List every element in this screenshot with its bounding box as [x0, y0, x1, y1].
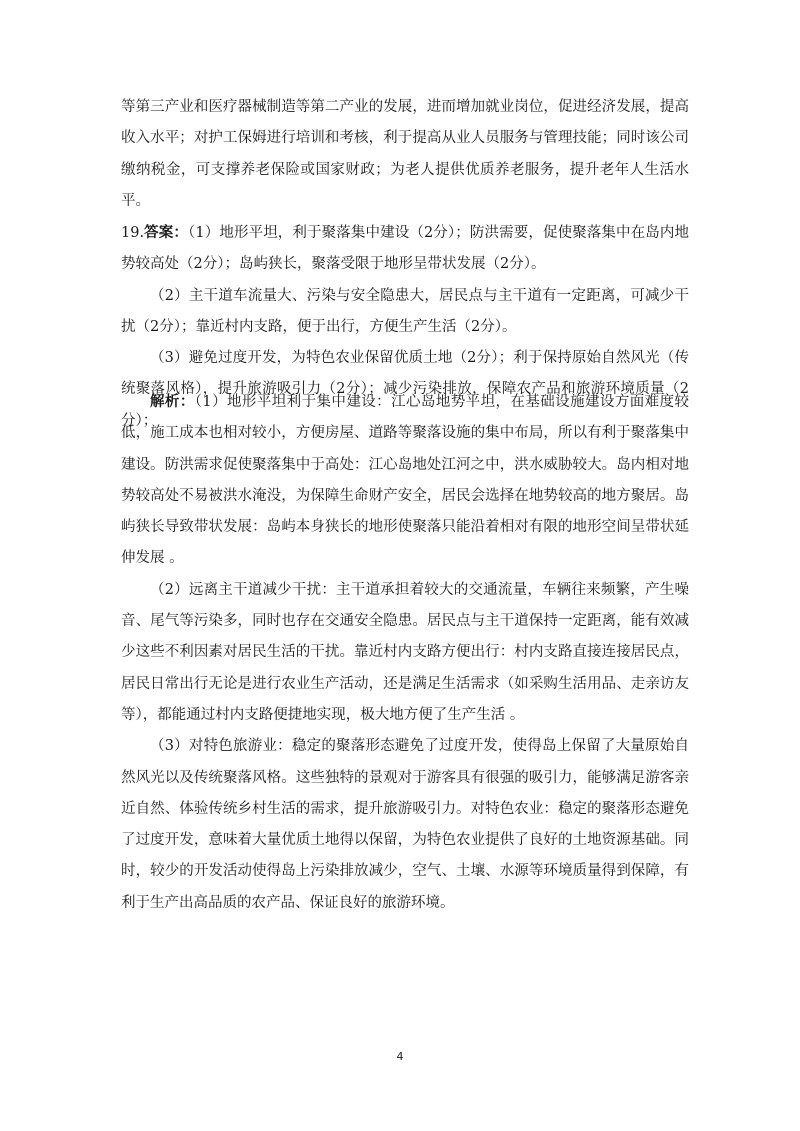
analysis-point-3: （3）对特色旅游业：稳定的聚落形态避免了过度开发，使得岛上保留了大量原始自然风光以及传统聚落风格。这些独特的景观对于游客具有很强的吸引力，能够满足游客亲近自然、体验传统乡村生活的需求，提升旅游吸引力。对特色农业：稳定的聚落形态避免了过度开发，意味着大量优质土地得以保留，为特色农业提供了良好的土地资源基础。同时，较少的开发活动使得岛上污染排放减少，空气、土壤、水源等环境质量得到保障，有利于生产出高品质的农产品、保证良好的旅游环境。 — [121, 738, 689, 911]
previous-answer-continuation — [121, 92, 689, 217]
answer-point-2: （2）主干道车流量大、污染与安全隐患大，居民点与主干道有一定距离，可减少干扰（2分）；靠近村内支路，便于出行，方便生产生活（2分）。 — [121, 287, 689, 335]
answer-point-1 — [121, 217, 689, 281]
page-number: 4 — [396, 1050, 404, 1063]
analysis-point-2: （2）远离主干道减少干扰：主干道承担着较大的交通流量，车辆往来频繁，产生噪音、尾气等污染多，同时也存在交通安全隐患。居民点与主干道保持一定距离，能有效减少这些不利因素对居民生活的干扰。靠近村内支路方便出行：村内支路直接连接居民点，居民日常出行无论是进行农业生产活动，还是满足生活需求（如采购生活用品、走亲访友等），都能通过村内支路便捷地实现，极大地方便了生产生活 。 — [121, 581, 689, 723]
analysis-label: 解析： — [150, 393, 195, 410]
analysis-point-1 — [121, 386, 689, 575]
question-number: 19. — [121, 225, 145, 241]
answer-point-3: （3）避免过度开发，为特色农业保留优质土地（2分）；利于保持原始自然风光（传统聚落风格），提升旅游吸引力（2分）；减少污染排放，保障农产品和旅游环境质量（2分）； — [121, 350, 689, 429]
previous-answer-text: 等第三产业和医疗器械制造等第二产业的发展，进而增加就业岗位，促进经济发展，提高收入水平；对护工保姆进行培训和考核，利于提高从业人员服务与管理技能；同时该公司缴纳税金，可支撑养老保险或国家财政；为老人提供优质养老服务，提升老年人生活水平。 — [121, 99, 689, 209]
answer-point-1-text: （1）地形平坦，利于聚落集中建设（2分）；防洪需要，促使聚落集中在岛内地势较高处（2分）；岛屿狭长，聚落受限于地形呈带状发展（2分）。 — [121, 225, 690, 273]
answer-label: 答案： — [144, 224, 189, 241]
analysis-point-1-text: （1）地形平坦利于集中建设：江心岛地势平坦，在基础设施建设方面难度较低，施工成本也相对较小，方便房屋、道路等聚落设施的集中布局，所以有利于聚落集中建设。防洪需求促使聚落集中于高处：江心岛地处江河之中，洪水威胁较大。岛内相对地势较高处不易被洪水淹没，为保障生命财产安全，居民会选择在地势较高的地方聚居。岛屿狭长导致带状发展：岛屿本身狭长的地形使聚落只能沿着相对有限的地形空间呈带状延伸发展 。 — [121, 394, 690, 567]
question-19-analysis — [121, 386, 689, 919]
